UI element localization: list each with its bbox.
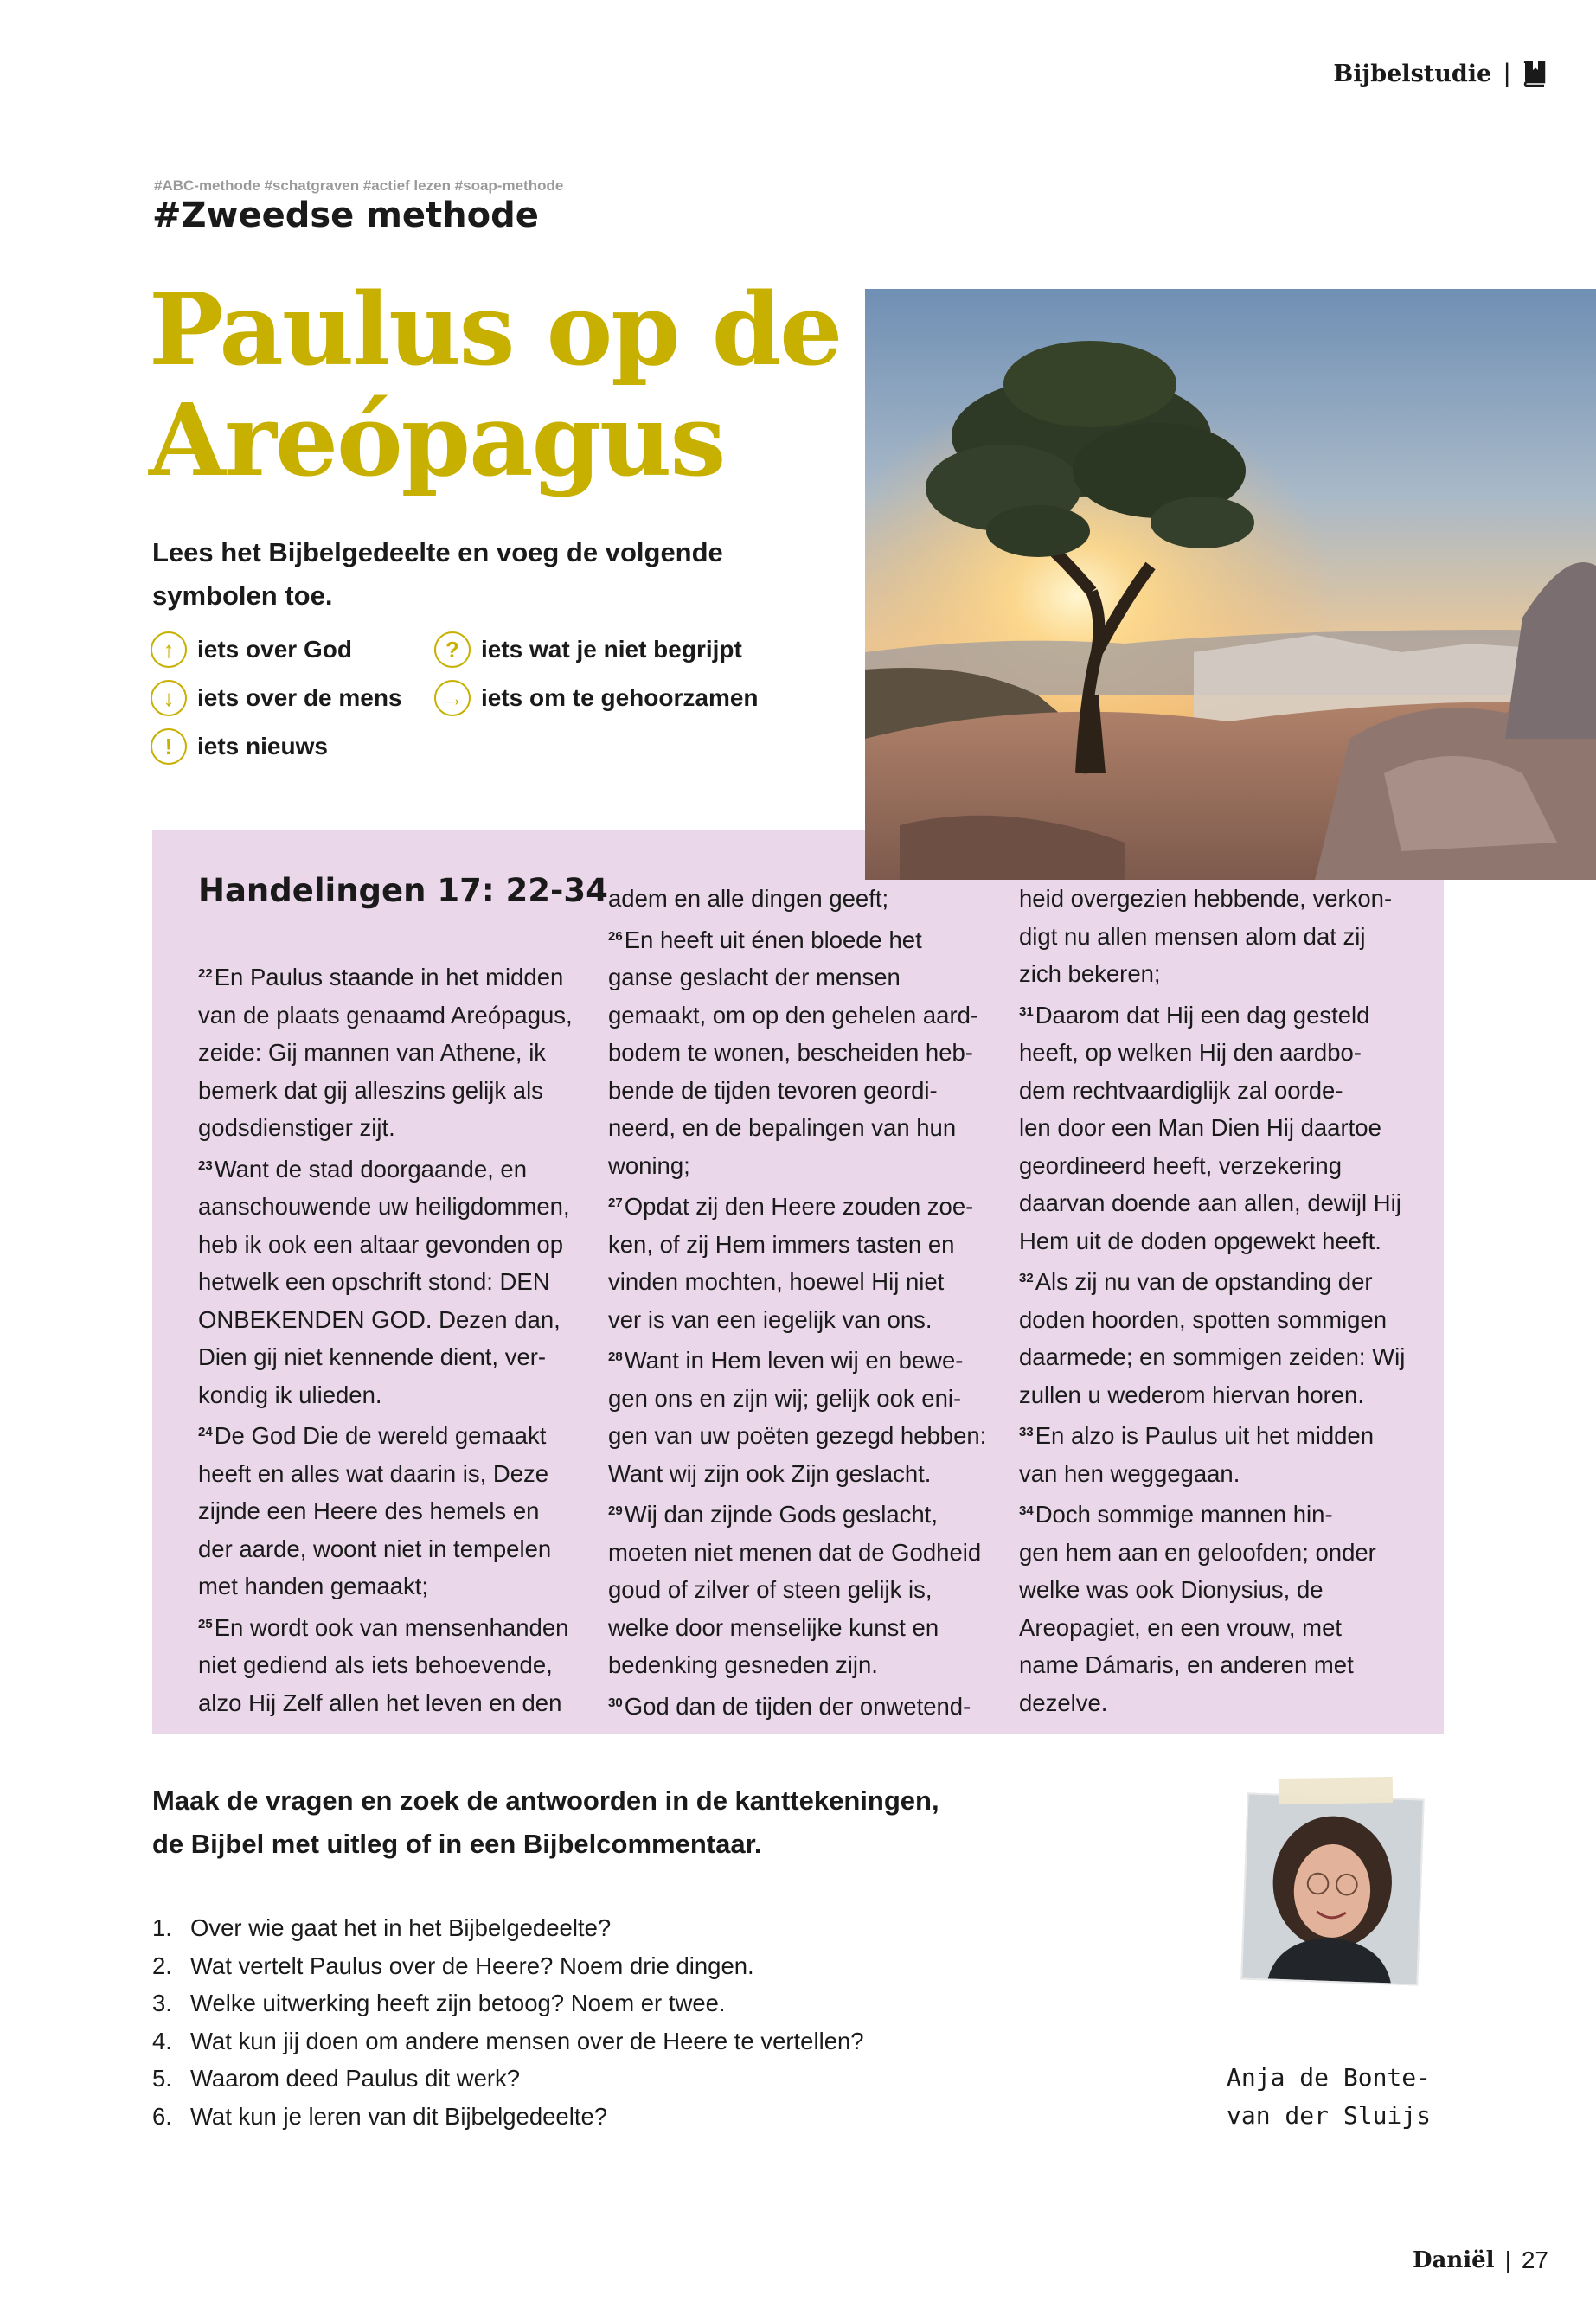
symbol-item xyxy=(151,631,352,668)
symbol-label: iets om te gehoorzamen xyxy=(481,684,759,711)
arrow-down-icon: ↓ xyxy=(151,680,187,716)
question-item: 1. Over wie gaat het in het Bijbelgedeelte? xyxy=(152,1914,612,1941)
verse-line: ganse geslacht der mensen xyxy=(608,964,901,990)
verse-line: alzo Hij Zelf allen het leven en den xyxy=(198,1689,562,1716)
verse-line: $^{26}$En heeft uit énen bloede het xyxy=(608,926,922,953)
method-label: #Zweedse methode xyxy=(152,195,539,235)
verse-line: bende de tijden tevoren geordi- xyxy=(608,1076,938,1104)
verse-line: heeft, op welken Hij den aardbo- xyxy=(1019,1039,1362,1066)
verse-line: gen ons en zijn wij; gelijk ook eni- xyxy=(608,1384,962,1412)
verse-line: $^{25}$En wordt ook van mensenhanden xyxy=(198,1613,569,1641)
verse-line: heid overgezien hebbende, verkon- xyxy=(1019,885,1393,912)
title-line-2: Areópagus xyxy=(149,382,725,499)
verse-line: doden hoorden, spotten sommigen xyxy=(1019,1305,1388,1333)
question-item: 3. Welke uitwerking heeft zijn betoog? Noem er twee. xyxy=(152,1990,726,2016)
magazine-name: Daniël xyxy=(1412,2247,1495,2273)
verse-line: Dien gij niet kennende dient, ver- xyxy=(198,1343,547,1370)
verse-line: dezelve. xyxy=(1019,1689,1108,1716)
verse-line: heb ik ook een altaar gevonden op xyxy=(198,1230,563,1258)
verse-line: $^{29}$Wij dan zijnde Gods geslacht, xyxy=(608,1501,938,1528)
questions-intro-line-1: Maak de vragen en zoek de antwoorden in de kanttekeningen, xyxy=(152,1785,939,1816)
verse-line: adem en alle dingen geeft; xyxy=(608,885,889,912)
symbol-label: iets wat je niet begrijpt xyxy=(481,636,742,663)
symbol-item xyxy=(434,631,742,668)
scripture-column-2 xyxy=(608,880,986,1725)
verse-line: $^{23}$Want de stad doorgaande, en xyxy=(198,1155,528,1183)
verse-line: $^{27}$Opdat zij den Heere zouden zoe- xyxy=(608,1193,974,1220)
verse-line: gen van uw poëten gezegd hebben: xyxy=(608,1422,987,1449)
arrow-right-icon: → xyxy=(434,680,471,716)
verse-line: bedenking gesneden zijn. xyxy=(608,1651,878,1678)
verse-line: zich bekeren; xyxy=(1019,960,1161,987)
author-portrait xyxy=(1240,1792,1424,1985)
verse-line: ver is van een iegelijk van ons. xyxy=(608,1305,933,1333)
verse-line: heeft en alles wat daarin is, Deze xyxy=(198,1459,549,1487)
verse-line: neerd, en de bepalingen van hun xyxy=(608,1114,957,1141)
verse-line: godsdienstiger zijt. xyxy=(198,1114,395,1141)
areopagus-photo xyxy=(865,289,1596,880)
verse-line: zijnde een Heere des hemels en xyxy=(198,1497,540,1524)
scripture-column-1 xyxy=(198,955,573,1721)
question-item: 5. Waarom deed Paulus dit werk? xyxy=(152,2065,521,2092)
section-header xyxy=(1333,59,1547,88)
symbol-item xyxy=(151,728,328,765)
verse-line: aanschouwende uw heiligdommen, xyxy=(198,1193,570,1220)
verse-line: ONBEKENDEN GOD. Dezen dan, xyxy=(198,1305,561,1333)
arrow-up-icon: ↑ xyxy=(151,631,187,668)
verse-line: hetwelk een opschrift stond: DEN xyxy=(198,1268,550,1295)
author-name xyxy=(1227,2059,1431,2135)
verse-line: welke was ook Dionysius, de xyxy=(1019,1576,1324,1603)
tape-decoration xyxy=(1279,1777,1394,1804)
intro-line-1: Lees het Bijbelgedeelte en voeg de volgende xyxy=(152,537,723,567)
verse-line: daarvan doende aan allen, dewijl Hij xyxy=(1019,1189,1401,1216)
verse-line: $^{34}$Doch sommige mannen hin- xyxy=(1019,1501,1333,1528)
page-footer xyxy=(1413,2247,1548,2274)
verse-line: name Dámaris, en anderen met xyxy=(1019,1651,1354,1678)
verse-line: gemaakt, om op den gehelen aard- xyxy=(608,1001,979,1029)
symbol-legend xyxy=(151,631,860,779)
symbol-label: iets nieuws xyxy=(197,733,328,760)
symbol-item xyxy=(151,680,402,716)
verse-line: $^{32}$Als zij nu van de opstanding der xyxy=(1019,1268,1373,1295)
book-icon xyxy=(1522,61,1547,87)
verse-line: ken, of zij Hem immers tasten en xyxy=(608,1230,955,1258)
header-separator: | xyxy=(1503,59,1510,87)
section-label: Bijbelstudie xyxy=(1333,60,1492,87)
verse-line: zeide: Gij mannen van Athene, ik xyxy=(198,1039,547,1066)
scripture-reference: Handelingen 17: 22-34 xyxy=(198,872,608,909)
scripture-column-3 xyxy=(1019,880,1405,1721)
verse-line: kondig ik ulieden. xyxy=(198,1381,382,1408)
verse-line: $^{28}$Want in Hem leven wij en bewe- xyxy=(608,1347,964,1374)
verse-line: der aarde, woont niet in tempelen xyxy=(198,1535,552,1562)
verse-line: van hen weggegaan. xyxy=(1019,1459,1240,1487)
verse-line: digt nu allen mensen alom dat zij xyxy=(1019,922,1366,950)
symbol-item xyxy=(434,680,759,716)
questions-intro xyxy=(152,1779,939,1866)
verse-line: bodem te wonen, bescheiden heb- xyxy=(608,1039,973,1066)
verse-line: $^{30}$God dan de tijden der onwetend- xyxy=(608,1692,971,1720)
symbol-label: iets over God xyxy=(197,636,352,663)
symbol-label: iets over de mens xyxy=(197,684,402,711)
question-icon: ? xyxy=(434,631,471,668)
verse-line: $^{31}$Daarom dat Hij een dag gesteld xyxy=(1019,1001,1370,1029)
verse-line: zullen u wederom hiervan horen. xyxy=(1019,1381,1364,1408)
exclamation-icon: ! xyxy=(151,728,187,765)
verse-line: goud of zilver of steen gelijk is, xyxy=(608,1576,933,1603)
intro-line-2: symbolen toe. xyxy=(152,580,333,611)
question-item: 4. Wat kun jij doen om andere mensen over de Heere te vertellen? xyxy=(152,2027,864,2054)
verse-line: geordineerd heeft, verzekering xyxy=(1019,1151,1343,1179)
verse-line: len door een Man Dien Hij daartoe xyxy=(1019,1114,1381,1141)
verse-line: Want wij zijn ook Zijn geslacht. xyxy=(608,1459,932,1487)
verse-line: met handen gemaakt; xyxy=(198,1573,429,1599)
verse-line: $^{33}$En alzo is Paulus uit het midden xyxy=(1019,1422,1375,1449)
questions-intro-line-2: de Bijbel met uitleg of in een Bijbelcommentaar. xyxy=(152,1829,762,1859)
questions-list xyxy=(152,1909,864,2135)
page-number: 27 xyxy=(1521,2247,1548,2273)
verse-line: dem rechtvaardiglijk zal oorde- xyxy=(1019,1076,1343,1104)
verse-line: vinden mochten, hoewel Hij niet xyxy=(608,1268,945,1295)
verse-line: $^{24}$De God Die de wereld gemaakt xyxy=(198,1422,547,1449)
question-item: 2. Wat vertelt Paulus over de Heere? Noem drie dingen. xyxy=(152,1952,754,1979)
title-line-1: Paulus op de xyxy=(149,272,842,388)
page-title xyxy=(149,272,842,499)
verse-line: daarmede; en sommigen zeiden: Wij xyxy=(1019,1343,1406,1370)
verse-line: woning; xyxy=(608,1151,690,1179)
verse-line: Hem uit de doden opgewekt heeft. xyxy=(1019,1227,1381,1254)
verse-line: welke door menselijke kunst en xyxy=(608,1613,939,1641)
intro-text xyxy=(152,531,810,618)
author-line-1: Anja de Bonte- xyxy=(1227,2063,1432,2092)
question-item: 6. Wat kun je leren van dit Bijbelgedeelte? xyxy=(152,2102,608,2130)
verse-line: van de plaats genaamd Areópagus, xyxy=(198,1001,573,1029)
author-line-2: van der Sluijs xyxy=(1227,2101,1432,2130)
footer-separator: | xyxy=(1504,2247,1511,2273)
hashtags: #ABC-methode #schatgraven #actief lezen #soap-methode xyxy=(154,177,564,194)
verse-line: bemerk dat gij alleszins gelijk als xyxy=(198,1076,543,1104)
verse-line: $^{22}$En Paulus staande in het midden xyxy=(198,964,564,990)
verse-line: moeten niet menen dat de Godheid xyxy=(608,1538,982,1566)
verse-line: Areopagiet, en een vrouw, met xyxy=(1019,1613,1343,1641)
verse-line: niet gediend als iets behoevende, xyxy=(198,1651,553,1678)
verse-line: gen hem aan en geloofden; onder xyxy=(1019,1538,1376,1566)
